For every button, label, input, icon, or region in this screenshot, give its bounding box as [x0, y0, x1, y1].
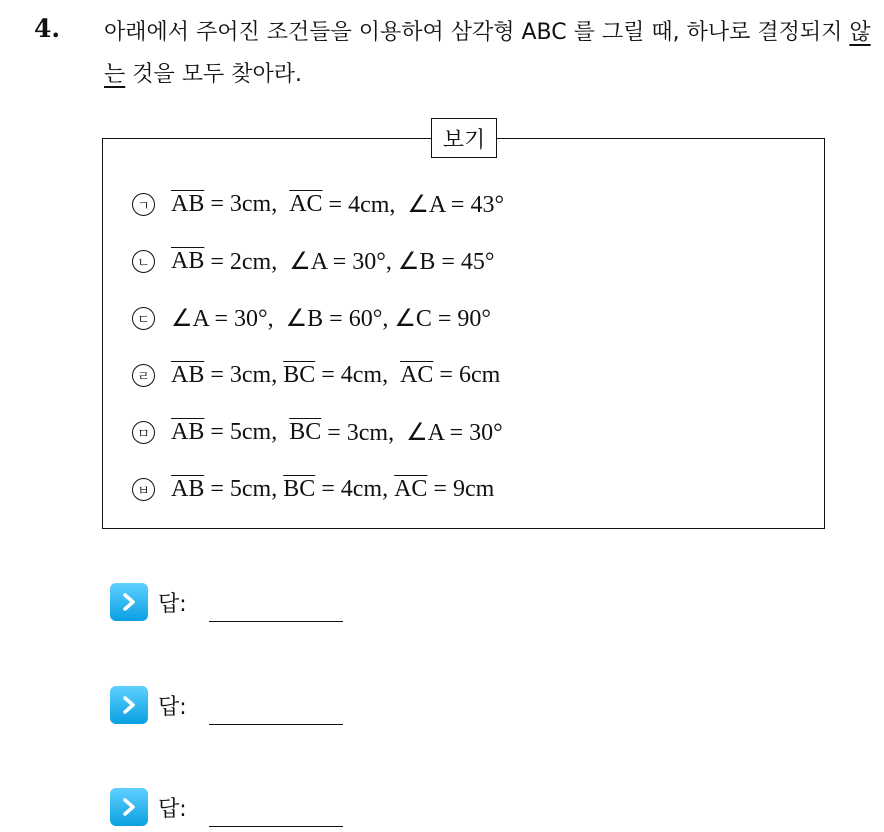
segment-label: $\overline{AB}$: [171, 418, 205, 445]
chevron-right-icon: [110, 686, 148, 724]
condition-text: = 2cm, ∠A = 30°, ∠B = 45°: [204, 248, 495, 275]
chevron-right-icon: [110, 788, 148, 826]
condition-item: [132, 414, 503, 450]
condition-marker: ㅂ: [132, 478, 155, 501]
condition-text: = 5cm,: [204, 475, 284, 502]
condition-text: ∠A = 30°, ∠B = 60°, ∠C = 90°: [171, 305, 491, 332]
answer-label: 답:: [158, 796, 187, 822]
condition-text: = 3cm, ∠A = 30°: [321, 419, 503, 446]
answer-row: [110, 685, 343, 725]
condition-item: [132, 300, 491, 336]
segment-label: $\overline{BC}$: [283, 361, 316, 388]
condition-text: = 4cm, ∠A = 43°: [322, 191, 505, 218]
condition-marker: ㄹ: [132, 364, 155, 387]
question-text-after: 것을 모두 찾아라.: [125, 62, 303, 87]
segment-label: $\overline{AB}$: [171, 361, 205, 388]
answer-blank[interactable]: [209, 591, 343, 622]
answer-label: 답:: [158, 591, 187, 617]
condition-text: = 3cm,: [204, 190, 290, 217]
segment-label: $\overline{AB}$: [171, 247, 205, 274]
answer-blank[interactable]: [209, 796, 343, 827]
condition-marker: ㄴ: [132, 250, 155, 273]
question-text-before: 아래에서 주어진 조건들을 이용하여 삼각형 ABC 를 그릴 때, 하나로 결정되지: [104, 20, 850, 45]
answer-row: [110, 787, 343, 827]
condition-marker: ㅁ: [132, 421, 155, 444]
condition-item: [132, 357, 500, 393]
condition-text: = 4cm,: [315, 361, 401, 388]
question-number: 4.: [34, 14, 61, 43]
condition-marker: ㄷ: [132, 307, 155, 330]
condition-text: = 3cm,: [204, 361, 284, 388]
condition-text: = 9cm: [427, 475, 495, 502]
segment-label: $\overline{BC}$: [283, 475, 316, 502]
answer-label: 답:: [158, 694, 187, 720]
box-title: 보기: [431, 118, 497, 158]
condition-item: [132, 471, 494, 507]
condition-text: = 4cm,: [315, 475, 395, 502]
segment-label: $\overline{AC}$: [289, 190, 323, 217]
segment-label: $\overline{BC}$: [289, 418, 322, 445]
answer-blank[interactable]: [209, 694, 343, 725]
segment-label: $\overline{AC}$: [400, 361, 434, 388]
condition-marker: ㄱ: [132, 193, 155, 216]
question-text: [104, 12, 874, 96]
condition-text: = 5cm,: [204, 418, 290, 445]
condition-item: [132, 186, 504, 222]
condition-item: [132, 243, 495, 279]
condition-text: = 6cm: [433, 361, 501, 388]
segment-label: $\overline{AB}$: [171, 190, 205, 217]
question-text-underlined: 않는: [104, 20, 871, 87]
answer-row: [110, 582, 343, 622]
segment-label: $\overline{AC}$: [394, 475, 428, 502]
segment-label: $\overline{AB}$: [171, 475, 205, 502]
chevron-right-icon: [110, 583, 148, 621]
